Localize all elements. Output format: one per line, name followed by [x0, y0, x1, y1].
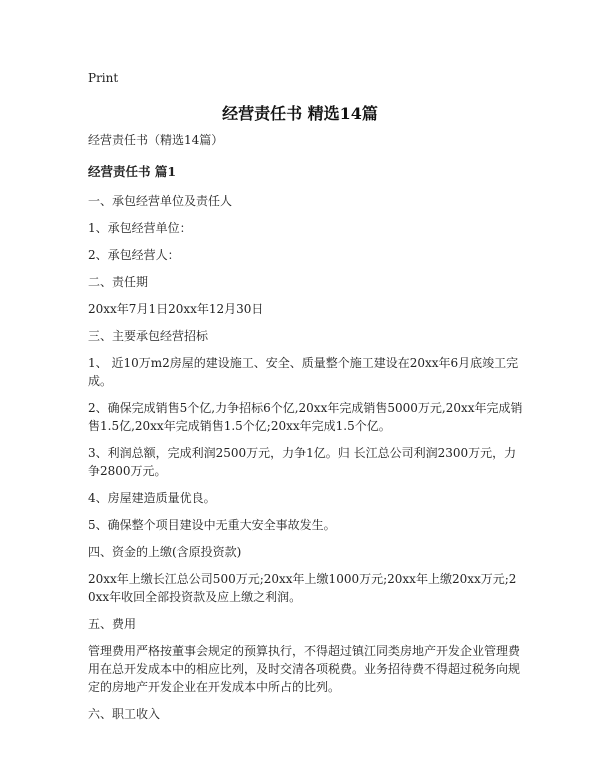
- heading-income: 六、职工收入: [88, 707, 161, 721]
- item-contracting-unit: 1、承包经营单位：: [88, 221, 192, 235]
- expenses-detail: 管理费用严格按董事会规定的预算执行，不得超过镇江同类房地产开发企业管理费用在总开发成本中的相应比列，及时交清各项税费。业务招待费不得超过税务向规定的房地产开发企业在开发成本中所占的比列。: [88, 644, 521, 694]
- heading-targets: 三、主要承包经营招标: [88, 329, 209, 343]
- document-subtitle: 经营责任书（精选14篇）: [88, 133, 224, 147]
- target-quality: 4、房屋建造质量优良。: [88, 491, 216, 505]
- document-title: 经营责任书 精选14篇: [222, 104, 378, 123]
- target-profit: 3、利润总额，完成利润2500万元，力争1亿。归 长江总公司利润2300万元，力争2800万元。: [88, 446, 517, 478]
- target-safety: 5、确保整个项目建设中无重大安全事故发生。: [88, 518, 336, 532]
- heading-expenses: 五、费用: [88, 617, 137, 631]
- capital-schedule: 20xx年上缴长江总公司500万元;20xx年上缴1000万元;20xx年上缴20xx万元;20xx年收回全部投资款及应上缴之利润。: [88, 572, 517, 604]
- heading-capital: 四、资金的上缴(含原投资款): [88, 545, 242, 559]
- target-construction: 1、 近10万m2房屋的建设施工、安全、质量整个施工建设在20xx年6月底竣工完成。: [88, 356, 519, 388]
- item-contractor: 2、承包经营人：: [88, 248, 180, 262]
- heading-term: 二、责任期: [88, 275, 149, 289]
- target-sales: 2、确保完成销售5个亿,力争招标6个亿,20xx年完成销售5000万元,20xx年完成销售1.5亿,20xx年完成销售1.5个亿;20xx年完成1.5个亿。: [88, 401, 523, 433]
- print-label[interactable]: Print: [88, 71, 119, 85]
- section-heading: 经营责任书 篇1: [88, 164, 177, 179]
- term-dates: 20xx年7月1日20xx年12月30日: [88, 302, 264, 316]
- heading-responsible-party: 一、承包经营单位及责任人: [88, 194, 233, 208]
- document-body: [88, 131, 524, 732]
